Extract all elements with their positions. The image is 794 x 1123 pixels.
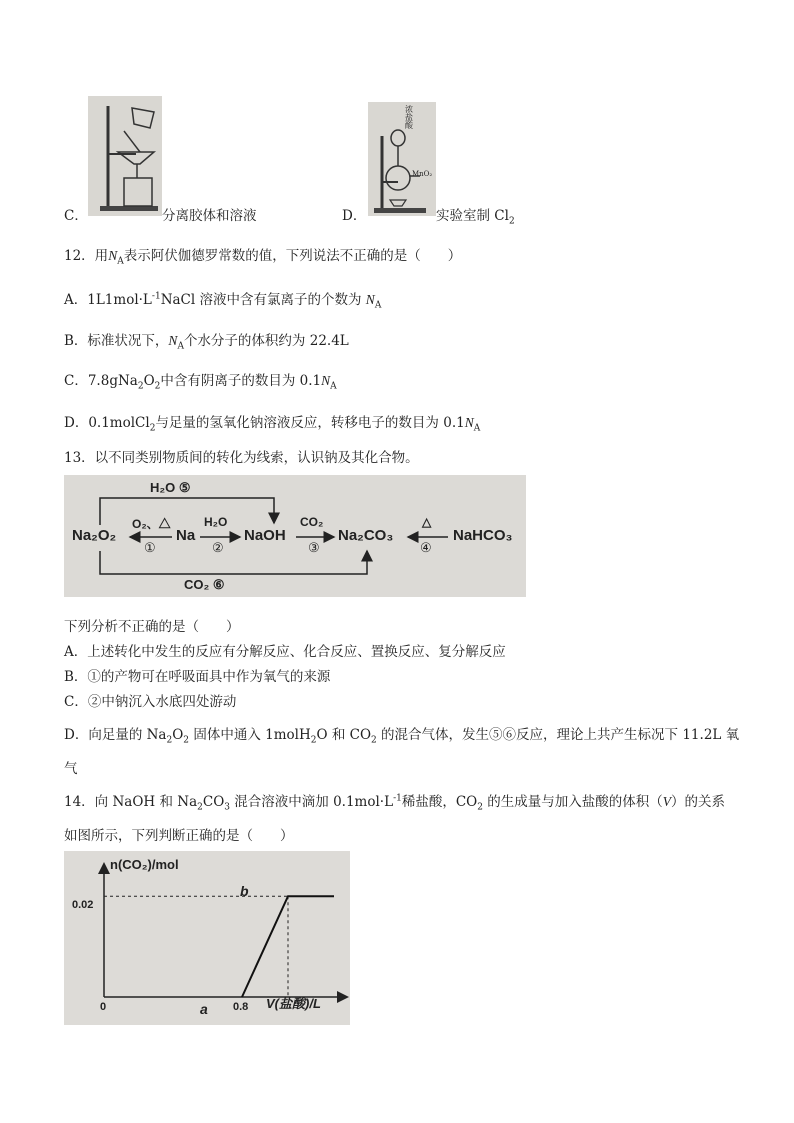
q11-option-c-label: C． xyxy=(64,208,88,224)
q13-option-c: C．②中钠沉入水底四处游动 xyxy=(64,694,237,710)
point-a-label: a xyxy=(200,1001,208,1017)
q11-d-sub: 2 xyxy=(508,216,515,227)
q13-option-a: A．上述转化中发生的反应有分解反应、化合反应、置换反应、复分解反应 xyxy=(64,644,506,660)
q13-option-d: D．向足量的 $Na_2O_2$ 固体中通入 1molH$_2$O 和 $CO_2$ 的混合气体，发生⑤⑥反应，理论上共产生标况下 11.2L 氧 xyxy=(64,727,740,746)
x-tick-label: 0.8 xyxy=(233,1001,249,1013)
species-na: Na xyxy=(176,527,196,544)
point-b-label: b xyxy=(240,883,249,899)
arrow1-condition: O₂、△ xyxy=(132,517,171,531)
arrow1-number: ① xyxy=(144,541,156,556)
q11-option-c-text: 分离胶体和溶液 xyxy=(162,208,257,224)
q11-d-formula: Cl xyxy=(494,208,509,224)
arrow2-number: ② xyxy=(212,541,224,556)
q12-option-b: B．标准状况下，$N_A$个水分子的体积约为 22.4L xyxy=(64,333,349,352)
arrow3-number: ③ xyxy=(308,541,320,556)
q13-option-b: B．①的产物可在呼吸面具中作为氧气的来源 xyxy=(64,669,331,685)
arrow3-condition: CO₂ xyxy=(300,515,324,529)
photo-label-nong: 浓 xyxy=(405,105,413,114)
q11-d-text-main: 实验室制 xyxy=(436,208,490,224)
photo-label-mno2: MnO₂ xyxy=(412,170,433,178)
arrow2-condition: H₂O xyxy=(204,515,228,529)
species-na2co3: Na₂CO₃ xyxy=(338,527,394,544)
route5-label: H₂O ⑤ xyxy=(150,480,191,495)
funnel-apparatus-drawing xyxy=(88,96,162,216)
species-nahco3: NaHCO₃ xyxy=(453,527,513,544)
chlorine-apparatus-photo xyxy=(368,102,436,216)
chlorine-apparatus-drawing xyxy=(368,102,436,216)
species-naoh: NaOH xyxy=(244,527,286,544)
photo-label-suan: 酸 xyxy=(405,121,413,130)
photo-label-yan: 盐 xyxy=(405,113,413,122)
q13-option-d-continued: 气 xyxy=(64,761,78,777)
origin-label: 0 xyxy=(100,1001,107,1013)
co2-volume-chart xyxy=(64,851,350,1025)
q14-stem-line1: 14．向 NaOH 和 $Na_2CO_3$ 混合溶液中滴加 $0.1mol\cdot L^{-1}$稀盐酸，$CO_2$ 的生成量与加入盐酸的体积（V）的关系 xyxy=(64,793,726,813)
arrow4-condition: △ xyxy=(422,515,432,529)
funnel-apparatus-photo xyxy=(88,96,162,216)
q11-option-d-text xyxy=(436,204,515,227)
route6-label: CO₂ ⑥ xyxy=(184,577,225,592)
q12-option-d: D．0.1molCl$_2$与足量的氢氧化钠溶液反应，转移电子的数目为 $0.1N_A$ xyxy=(64,415,481,434)
species-na2o2: Na₂O₂ xyxy=(72,527,117,544)
q12-option-a: A．$1L1mol\cdot L^{-1}NaCl$ 溶液中含有氯离子的个数为 $N_A$ xyxy=(64,291,382,311)
sodium-conversion-diagram xyxy=(64,475,526,597)
q13-sub-stem: 下列分析不正确的是（ ） xyxy=(64,619,240,635)
q12-stem: 12．用$N_A$表示阿伏伽德罗常数的值，下列说法不正确的是（ ） xyxy=(64,248,462,267)
x-axis-label: V(盐酸)/L xyxy=(266,996,321,1011)
y-axis-label: n(CO₂)/mol xyxy=(110,857,179,872)
q13-stem: 13．以不同类别物质间的转化为线索，认识钠及其化合物。 xyxy=(64,450,419,466)
q12-option-c: C．$7.8gNa_2O_2$中含有阴离子的数目为 $0.1N_A$ xyxy=(64,373,337,392)
arrow4-number: ④ xyxy=(420,541,432,556)
q14-stem-line2: 如图所示，下列判断正确的是（ ） xyxy=(64,828,294,844)
y-tick-label: 0.02 xyxy=(72,899,94,911)
q11-option-d-label: D． xyxy=(342,208,367,224)
